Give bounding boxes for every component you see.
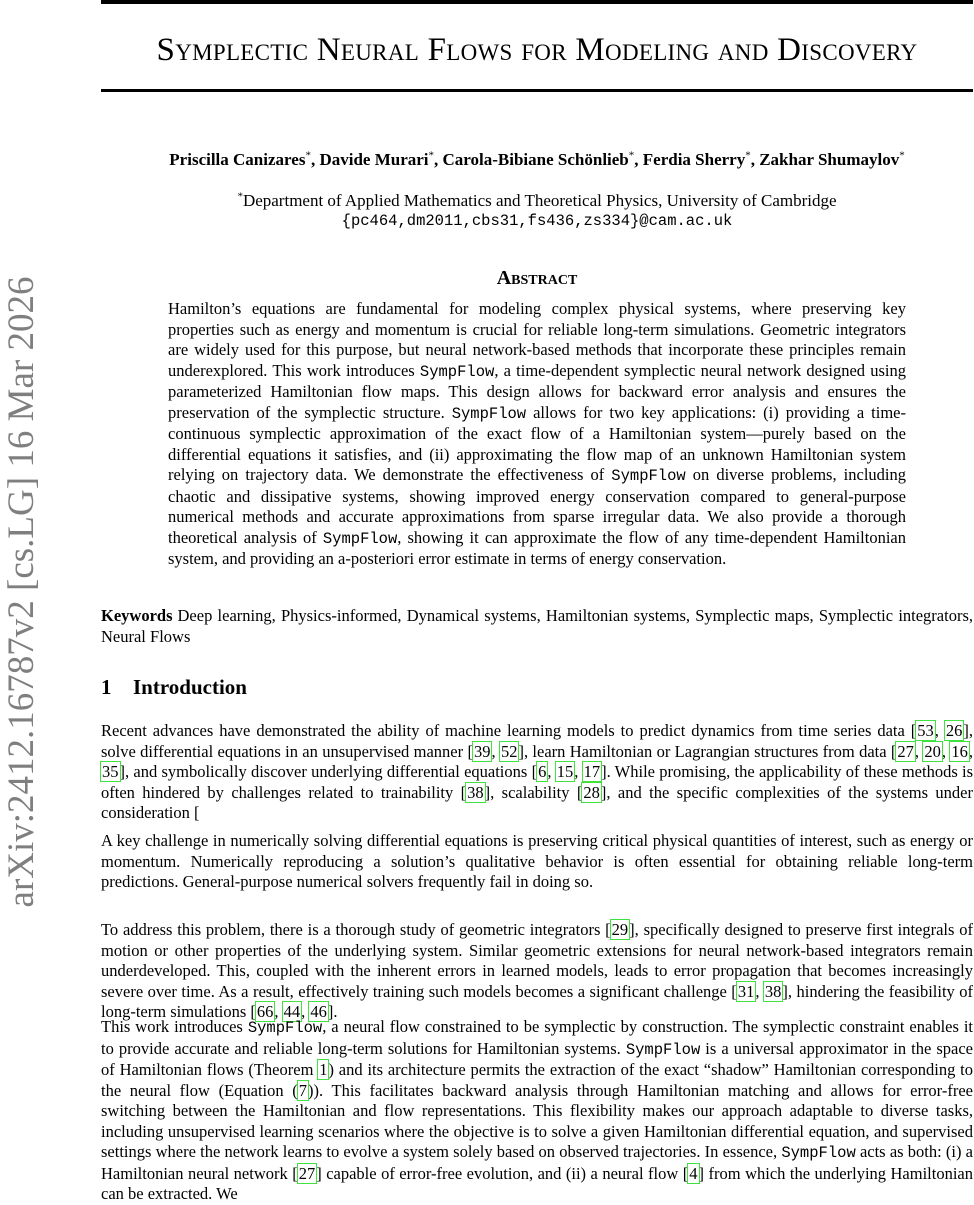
section-title: Introduction	[133, 675, 247, 699]
citation-link[interactable]: 28	[583, 782, 600, 802]
text-segment: ,	[547, 762, 556, 781]
author-name: Zakhar Shumaylov	[759, 150, 900, 169]
citation-link[interactable]: 17	[583, 762, 601, 781]
citation-link[interactable]: 38	[764, 981, 782, 1001]
text-segment: ], hindering the feasibility of long-term simulations [	[101, 981, 974, 1021]
text-segment: ,	[914, 741, 924, 761]
citation-link[interactable]: 39	[473, 741, 491, 761]
citation-link[interactable]: 4	[689, 1163, 698, 1183]
citation-link[interactable]: 52	[500, 741, 518, 761]
text-segment: ,	[491, 741, 500, 761]
citation-link[interactable]: 20	[924, 741, 941, 761]
abstract-segment: on diverse problems, including chaotic and dissipative systems, showing improved energy conservation compared to general-purpose numerical methods and accurate approximations from sparse irregular data. We also provide a thorough theoretical analysis of	[168, 465, 906, 547]
abstract-segment: Hamilton’s equations are fundamental for modeling complex physical systems, where preserving key properties such as energy and momentum is crucial for reliable long-term simulations. Geometric integrators are widely used for this purpose, but neural network-based methods that incorporate these principles remain underexplored. This work introduces	[168, 299, 906, 380]
author-mark: *	[305, 149, 311, 162]
citation-link[interactable]: 6	[538, 762, 547, 781]
citation-link[interactable]: 66	[256, 1002, 274, 1021]
text-segment: ], learn Hamiltonian or Lagrangian structures from data [	[518, 741, 897, 761]
keywords-label: Keywords	[101, 606, 173, 625]
author-emails: {pc464,dm2011,cbs31,fs436,zs334}@cam.ac.uk	[341, 212, 733, 230]
affiliation	[101, 190, 973, 232]
arxiv-identifier: arXiv:2412.16787v2 [cs.LG] 16 Mar 2026	[1, 276, 42, 908]
paragraph	[101, 920, 973, 1023]
text-segment: ,	[941, 741, 951, 761]
text-segment: ], and symbolically discover underlying differential equations [	[119, 762, 538, 781]
text-segment: ].	[327, 1002, 338, 1021]
author-mark: *	[428, 149, 435, 162]
text-segment: ,	[934, 721, 945, 740]
citation-link[interactable]: 27	[897, 741, 914, 761]
author-mark: *	[628, 149, 635, 162]
title-rule-bottom	[101, 89, 973, 92]
paragraph: A key challenge in numerically solving differential equations is preserving critical physical quantities of interest, such as energy or momentum. Numerically reproducing a solution’s qualitative behavior is often essential for obtaining reliable long-term predictions. General-purpose numerical solvers frequently fail in doing so.	[101, 831, 973, 891]
citation-link[interactable]: 31	[737, 981, 755, 1001]
abstract-text	[168, 299, 906, 570]
author-mark: *	[745, 149, 751, 162]
citation-link[interactable]: 27	[298, 1163, 316, 1183]
text-segment: ], specifically designed to preserve first integrals of motion or other properties of the underlying system. Similar geometric extensions for neural network-based integrators remain underdeveloped. This, coupled with the inherent errors in learned models, leads to error propagation that becomes increasingly severe over time. As a result, effectively training such models becomes a significant challenge [	[101, 920, 973, 1001]
abstract-segment: , a time-dependent symplectic neural network designed using parameterized Hamiltonian flow maps. This design allows for backward error analysis and ensures the preservation of the symplectic structure.	[168, 360, 906, 422]
code-term: SympFlow	[625, 1040, 701, 1059]
author-name: Ferdia Sherry	[642, 150, 746, 169]
author-mark: *	[899, 149, 905, 162]
citation-link[interactable]: 16	[951, 741, 968, 761]
citation-link[interactable]: 15	[556, 762, 574, 781]
keywords	[101, 605, 973, 647]
code-term: SympFlow	[419, 362, 495, 381]
abstract-segment: , showing it can approximate the flow of any time-dependent Hamiltonian system, and providing an a-posteriori error estimate in terms of energy conservation.	[168, 527, 906, 568]
text-segment: ], solve differential equations in an unsupervised manner [	[101, 721, 973, 761]
author-list: Priscilla Canizares*, Davide Murari*, Carola-Bibiane Schönlieb*, Ferdia Sherry*, Zakhar Shumaylov*	[169, 149, 905, 169]
citation-link[interactable]: 46	[310, 1002, 327, 1021]
text-segment: ], scalability [	[484, 782, 583, 802]
citation-link[interactable]: 53	[917, 721, 934, 740]
code-term: SympFlow	[247, 1019, 323, 1037]
text-segment: is a universal approximator in the space of Hamiltonian flows (Theorem	[101, 1038, 973, 1079]
text-segment: ,	[274, 1002, 283, 1021]
code-term: SympFlow	[611, 467, 686, 485]
text-segment: ) and its architecture permits the extraction of the exact “shadow” Hamiltonian corresponding to the neural flow (Equation (	[101, 1060, 974, 1100]
text-segment: Recent advances have demonstrated the ability of machine learning models to predict dynamics from time series data [	[101, 721, 917, 740]
text-segment: ]. While promising, the applicability of these methods is often hindered by challenges related to trainability [	[101, 762, 974, 802]
title-rule-top	[101, 0, 973, 4]
code-term: SympFlow	[781, 1144, 856, 1162]
text-segment: ], and the specific complexities of the systems under consideration [	[101, 782, 974, 822]
text-segment: , a neural flow constrained to be symplectic by construction. The symplectic constraint enables it to provide accurate and reliable long-term solutions for Hamiltonian systems.	[101, 1017, 974, 1058]
paper-title: Symplectic Neural Flows for Modeling and Discovery	[156, 32, 918, 68]
code-term: SympFlow	[451, 404, 527, 423]
author-name: Carola-Bibiane Schönlieb	[442, 150, 629, 169]
paragraph	[101, 721, 973, 824]
department: Department of Applied Mathematics and Theoretical Physics, University of Cambridge	[242, 191, 837, 210]
text-segment: acts as both: (i) a Hamiltonian neural network [	[101, 1142, 973, 1183]
abstract-heading: Abstract	[496, 267, 578, 289]
citation-link[interactable]: 44	[283, 1002, 301, 1021]
section-heading	[101, 674, 973, 700]
theorem-link[interactable]: 1	[319, 1060, 328, 1079]
paragraph	[101, 1017, 973, 1205]
citation-link[interactable]: 38	[467, 782, 484, 802]
text-segment: This work introduces	[101, 1017, 248, 1036]
author-name: Priscilla Canizares	[169, 150, 306, 169]
citation-link[interactable]: 35	[102, 762, 119, 781]
text-segment: ,	[574, 762, 583, 781]
text-segment: To address this problem, there is a thorough study of geometric integrators [	[101, 920, 611, 939]
citation-link[interactable]: 29	[611, 920, 629, 939]
text-segment: )). This facilitates backward analysis through Hamiltonian matching and allows for error-free switching between the Hamiltonian and flow representations. This flexibility makes our approach adaptable to diverse tasks, including unsupervised learning scenarios where the objective is to solve a given Hamiltonian differential equation, and supervised settings where the network learns to evolve a system solely based on observed trajectories. In essence,	[101, 1080, 973, 1161]
equation-link[interactable]: 7	[298, 1080, 308, 1100]
text-segment: ] capable of error-free evolution, and (ii) a neural flow [	[316, 1163, 689, 1183]
text-segment: ,	[301, 1002, 310, 1021]
affiliation-mark: *	[237, 190, 243, 203]
text-segment: ] from which the underlying Hamiltonian can be extracted. We	[101, 1163, 973, 1203]
author-name: Davide Murari	[319, 150, 429, 169]
keywords-list: Deep learning, Physics-informed, Dynamical systems, Hamiltonian systems, Symplectic maps, Symplectic integrators, Neural Flows	[101, 606, 973, 646]
text-segment: ,	[755, 981, 764, 1001]
abstract-segment: allows for two key applications: (i) providing a time-continuous symplectic approximation of the exact flow of a Hamiltonian system—purely based on the differential equations it satisfies, and (ii) approximating the flow map of an unknown Hamiltonian system relying on trajectory data. We demonstrate the effectiveness of	[168, 402, 907, 484]
text-segment: ,	[968, 741, 974, 761]
citation-link[interactable]: 26	[945, 721, 963, 740]
section-number: 1	[101, 675, 112, 699]
code-term: SympFlow	[322, 529, 398, 548]
